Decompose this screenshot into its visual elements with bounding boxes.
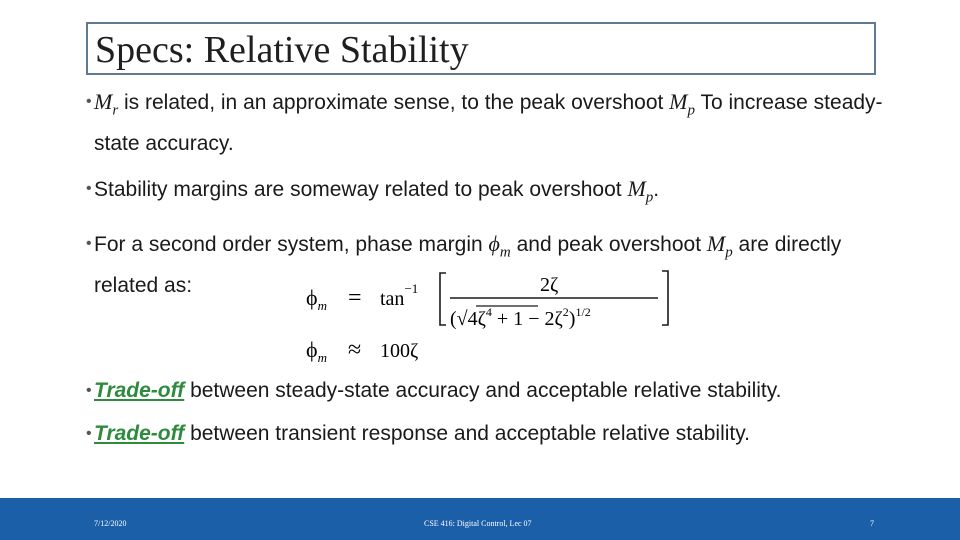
bullet-text: To increase steady-state accuracy. — [94, 91, 883, 156]
bullet-text: is related, in an approximate sense, to the peak overshoot — [118, 91, 670, 114]
symbol-phi-m: $\phi_m$ — [488, 230, 511, 261]
bullet-tradeoff-1 — [86, 374, 886, 407]
formula-eq2: ≈ — [348, 337, 362, 363]
phase-margin-formula — [300, 265, 700, 370]
footer-date: 7/12/2020 — [94, 519, 127, 528]
left-bracket — [440, 273, 446, 325]
bullet-dot-icon: • — [86, 93, 92, 110]
bullet-dot-icon: • — [86, 234, 92, 252]
tradeoff-link[interactable]: Trade-off — [94, 422, 185, 445]
tradeoff-link[interactable]: Trade-off — [94, 379, 185, 402]
bullet-text: For a second order system, phase margin — [94, 232, 489, 256]
bullet-tradeoff-2 — [86, 417, 886, 450]
right-bracket — [662, 271, 668, 325]
formula-lhs2: $\phi_m$ — [306, 337, 327, 365]
formula-lhs1: $\phi_m$ — [306, 285, 327, 313]
bullet-text: between transient response and acceptable relative stability. — [184, 422, 751, 445]
symbol-mp: $M_p$ — [706, 230, 733, 261]
bullet-text: between steady-state accuracy and acceptable relative stability. — [184, 379, 782, 402]
formula-eq1: = — [348, 285, 362, 311]
bullet-text: Stability margins are someway related to peak overshoot — [94, 178, 628, 202]
footer-bar — [0, 498, 960, 540]
footer-course: CSE 416: Digital Control, Lec 07 — [424, 519, 532, 528]
bullet-mr — [86, 85, 886, 160]
bullet-text: . — [653, 178, 660, 202]
slide-title: Specs: Relative Stability — [95, 29, 469, 71]
bullet-dot-icon: • — [86, 425, 92, 442]
formula-numerator: 2ζ — [540, 274, 559, 296]
bullet-dot-icon: • — [86, 382, 92, 399]
bullet-text: and peak overshoot — [510, 232, 707, 256]
formula-denominator: $(√4\zeta^4 + 1 - 2\zeta^2)^{1/2}$ — [450, 305, 591, 330]
bullet-dot-icon: • — [86, 180, 92, 198]
tradeoff-list — [86, 374, 886, 462]
symbol-mp: $M_p$ — [669, 89, 695, 119]
bullet-text: are directly related as: — [94, 232, 842, 298]
symbol-mr: $M_r$ — [94, 89, 119, 119]
footer-page-number: 7 — [870, 519, 874, 528]
title-box — [86, 22, 876, 75]
formula-rhs2: 100ζ — [380, 340, 419, 362]
symbol-mp: $M_p$ — [627, 176, 654, 206]
bullet-stability-margins — [86, 172, 886, 214]
formula-fn: $\tan^{-1}$ — [380, 281, 419, 310]
